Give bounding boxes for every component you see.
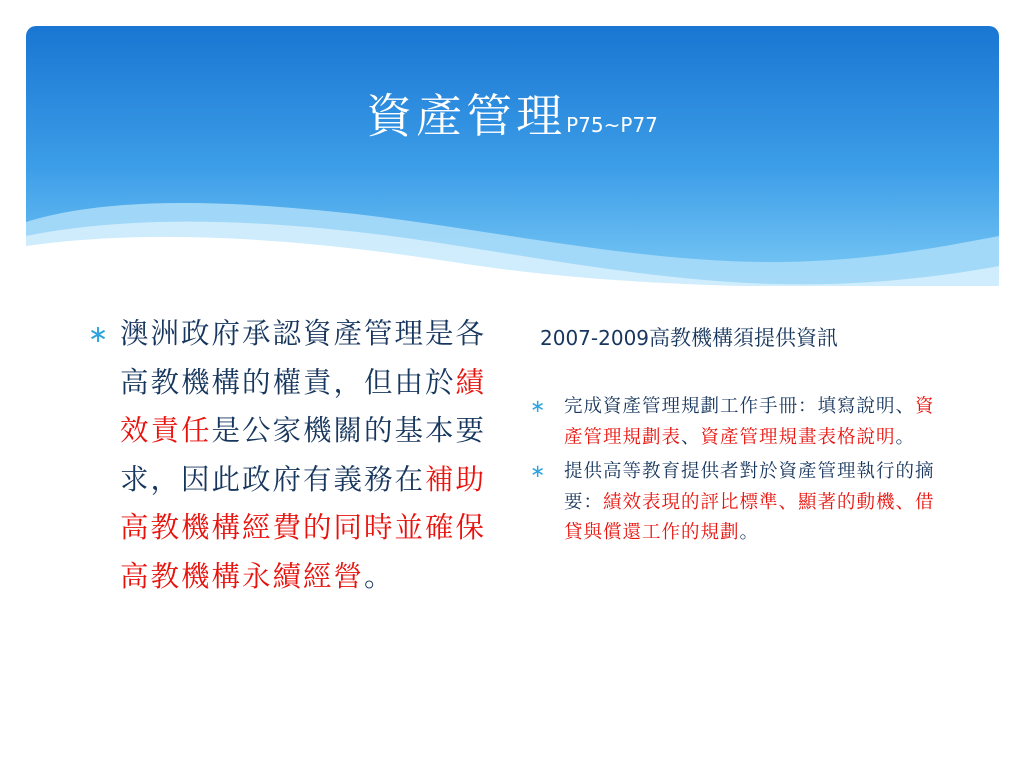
item-highlight: 資產管理規畫表格說明 [700, 426, 896, 448]
left-bullet [88, 310, 488, 601]
list-item [530, 457, 940, 549]
asterisk-icon: ∗ [530, 396, 547, 417]
item-text: 提供高等教育提供者對於資產管理執行的摘要： [564, 461, 935, 513]
asterisk-icon: ∗ [530, 461, 547, 482]
title-page-range: P75~P77 [566, 113, 658, 137]
left-text-part3: 。 [364, 559, 395, 593]
item-text: 、 [681, 426, 701, 448]
heading-text: 高教機構須提供資訊 [649, 326, 839, 350]
left-bullet-text [120, 310, 488, 601]
left-text-part1: 澳洲政府承認資產管理是各高教機構的權責，但由於 [120, 317, 487, 399]
title-text: 資產管理 [366, 89, 567, 143]
left-highlight-1: 績效責任 [120, 365, 487, 447]
asterisk-icon: ∗ [88, 320, 111, 348]
wave-background [26, 26, 999, 286]
left-text-part2: 是公家機關的基本要求，因此政府有義務在 [120, 414, 487, 496]
list-item [530, 392, 940, 453]
slide-title [0, 80, 1024, 146]
item-text: 。 [739, 522, 760, 543]
item-text: 完成資產管理規劃工作手冊：填寫說明、 [564, 396, 916, 417]
title-banner [26, 26, 999, 286]
item-highlight: 績效表現的評比標準、顯著的動機、借貸與償還工作的規劃 [564, 491, 935, 543]
item-highlight: 資產管理規劃表 [564, 396, 935, 448]
right-heading [540, 322, 980, 352]
left-highlight-2: 補助高教機構經費的同時並確保高教機構永續經營 [120, 462, 487, 593]
item-text: 。 [895, 426, 916, 448]
heading-years: 2007-2009 [540, 326, 650, 350]
right-bullet-list [530, 392, 940, 553]
